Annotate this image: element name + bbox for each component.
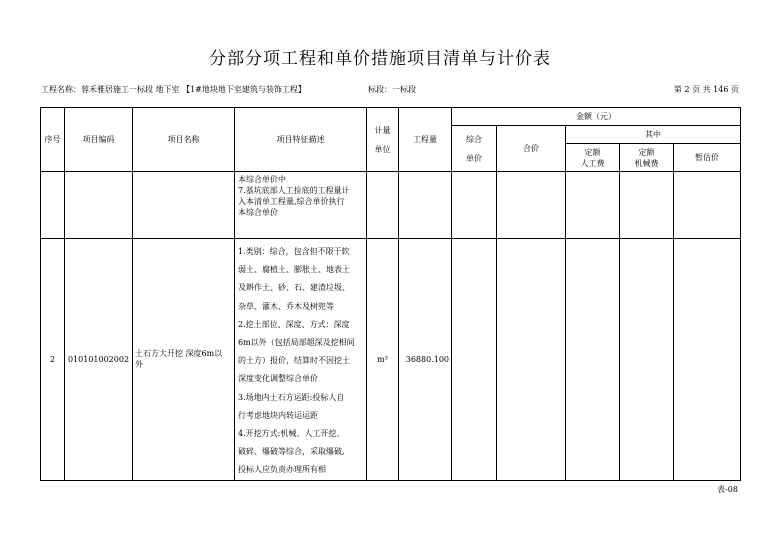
header-name: 项目名称 xyxy=(133,108,235,172)
header-total: 合价 xyxy=(497,126,566,172)
project-name: 工程名称：蓉禾雅居施工一标段 地下室 【1#地块地下室建筑与装饰工程】 xyxy=(41,85,306,94)
cell-labor xyxy=(566,239,620,481)
header-provisional: 暂估价 xyxy=(674,144,741,172)
cell-seq: 2 xyxy=(41,239,65,481)
cell-code xyxy=(65,172,133,239)
cell-total xyxy=(497,172,566,239)
cell-labor xyxy=(566,172,620,239)
header-seq: 序号 xyxy=(41,108,65,172)
cell-unit: m³ xyxy=(367,239,399,481)
cell-machine xyxy=(620,172,674,239)
page-counter: 第 2 页 共 146 页 xyxy=(673,85,739,94)
header-code: 项目编码 xyxy=(65,108,133,172)
header-desc: 项目特征描述 xyxy=(235,108,367,172)
cell-unit-price xyxy=(452,172,497,239)
header-qty: 工程量 xyxy=(399,108,452,172)
cell-qty: 36880.100 xyxy=(399,239,452,481)
form-number: 表-08 xyxy=(717,485,738,494)
cell-desc: 1.类别：综合，包含但不限于软 弱土、腐植土、膨胀土、地表土 及耕作土、砂、石、建渣垃圾、 杂草、灌木、乔木及树兜等 2.挖土部位、深度、方式：深度 6m以外（包括局部超深及挖相间 的土方）报价，结算时不因挖土 深度变化调整综合单价 3.场地内土石方运距:投标人自 行考虑地块内转运运距 4.开挖方式:机械、人工开挖、 破碎、爆破等综合，采取爆破, 投标人应负责办理所有相 xyxy=(235,239,367,481)
header-amount: 金额（元） xyxy=(452,108,741,126)
cell-unit xyxy=(367,172,399,239)
header-unit-price: 综合 单价 xyxy=(452,126,497,172)
pricing-table xyxy=(40,107,741,481)
header-machine: 定额 机械费 xyxy=(620,144,674,172)
cell-provisional xyxy=(674,239,741,481)
cell-name xyxy=(133,172,235,239)
cell-total xyxy=(497,239,566,481)
page-title: 分部分项工程和单价措施项目清单与计价表 xyxy=(209,49,551,69)
header-unit: 计量 单位 xyxy=(367,108,399,172)
section-label: 标段：一标段 xyxy=(368,85,416,94)
table-row xyxy=(41,239,741,481)
cell-machine xyxy=(620,239,674,481)
cell-name: 土石方大开挖 深度6m以 外 xyxy=(133,239,235,481)
cell-unit-price xyxy=(452,239,497,481)
header-among: 其中 xyxy=(566,126,741,144)
cell-qty xyxy=(399,172,452,239)
cell-code: 010101002002 xyxy=(65,239,133,481)
cell-seq xyxy=(41,172,65,239)
cell-provisional xyxy=(674,172,741,239)
header-labor: 定额 人工费 xyxy=(566,144,620,172)
cell-desc: 本综合单价中 7.基坑底部人工捡底的工程量计 入本清单工程量,综合单价执行 本综合单价 xyxy=(235,172,367,239)
table-row xyxy=(41,172,741,239)
header-row-1 xyxy=(41,108,741,126)
